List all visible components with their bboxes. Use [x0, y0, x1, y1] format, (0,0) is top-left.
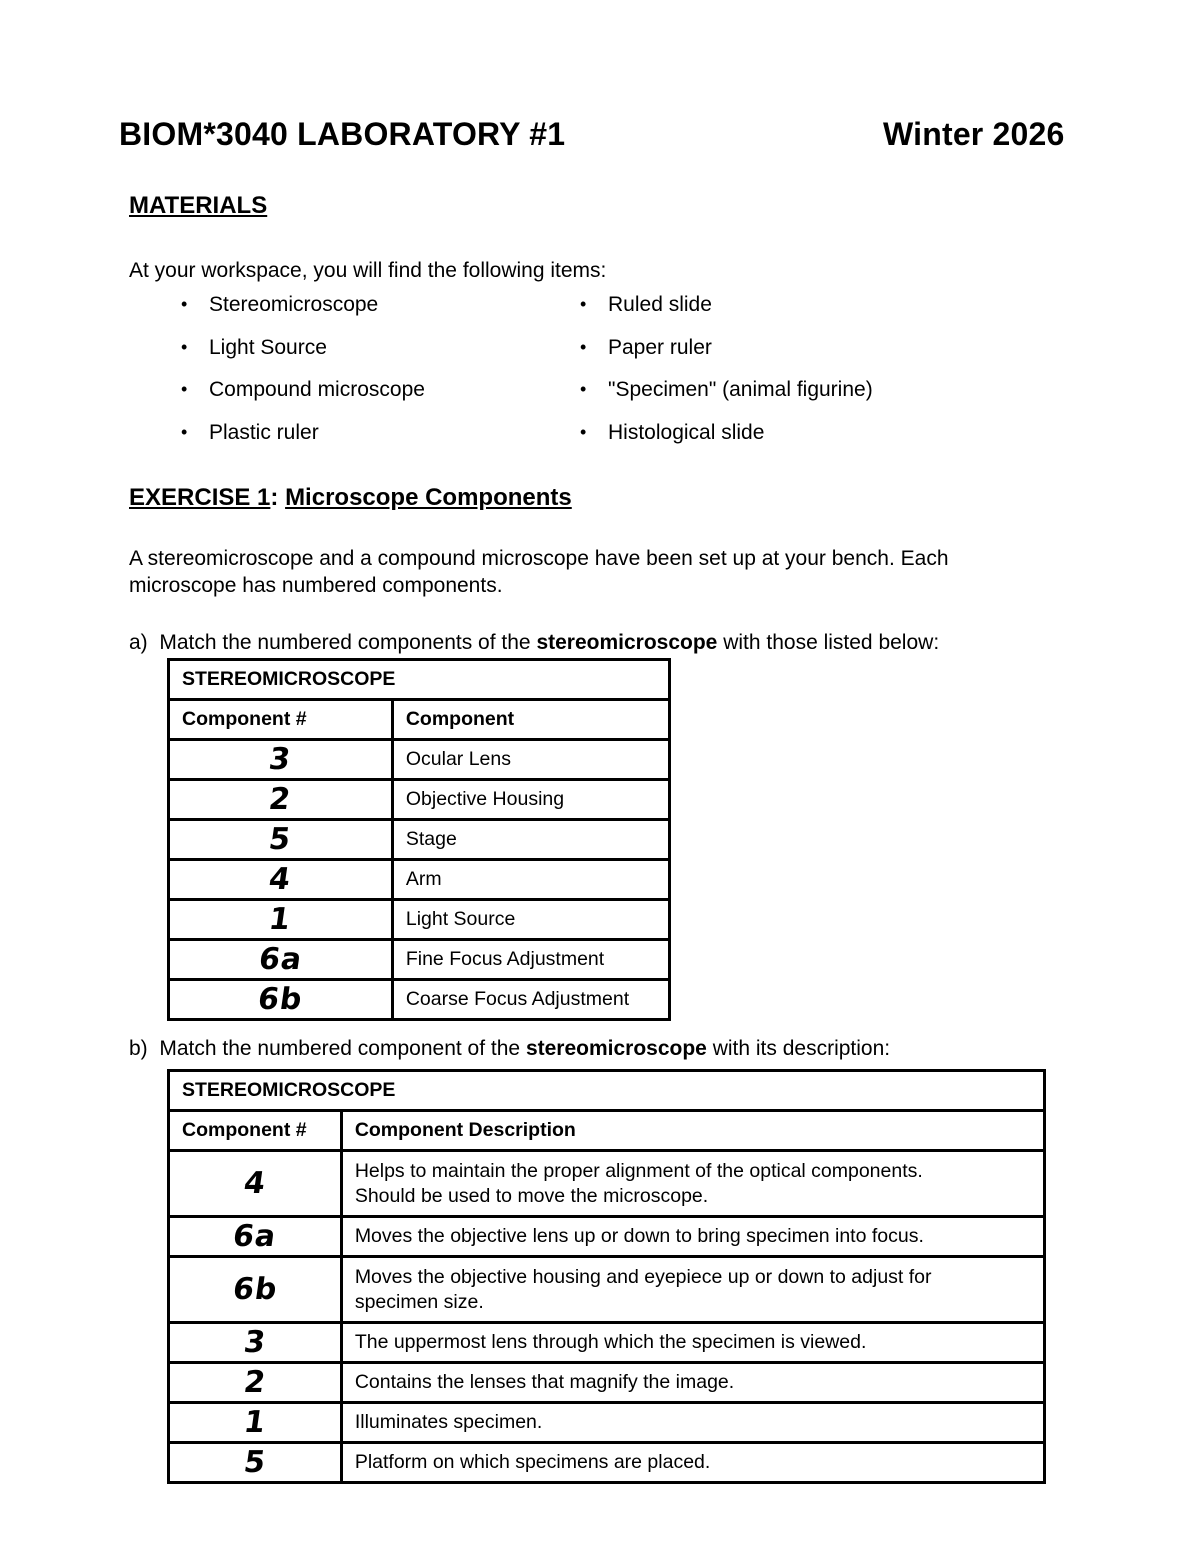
component-number-cell [169, 940, 393, 980]
component-cell: Ocular Lens [392, 740, 669, 780]
list-item: • Compound microscope [181, 376, 425, 419]
table-header-row [169, 700, 670, 740]
part-a-text-after: with those listed below: [723, 631, 940, 654]
part-a-question [129, 631, 939, 655]
description-cell [341, 1151, 1044, 1217]
description-cell [341, 1323, 1044, 1363]
table-header-row [169, 1111, 1045, 1151]
table-row [169, 1363, 1045, 1403]
component-number-cell [169, 980, 393, 1020]
component-number-cell [169, 1443, 342, 1483]
description-cell [341, 1403, 1044, 1443]
list-item: • Histological slide [580, 419, 873, 462]
table-row [169, 1403, 1045, 1443]
description-line: Platform on which specimens are placed. [354, 1451, 711, 1473]
description-line: The uppermost lens through which the specimen is viewed. [354, 1331, 867, 1353]
description-line: Moves the objective lens up or down to bring specimen into focus. [354, 1225, 924, 1247]
materials-list-left [181, 291, 425, 461]
handwritten-number: 1 [241, 1404, 269, 1440]
part-b-text-before: Match the numbered component of the [159, 1037, 521, 1060]
handwritten-number: 6a [256, 941, 305, 977]
table-row [169, 860, 670, 900]
part-b-table [167, 1069, 1046, 1484]
part-a-label: a) [129, 631, 148, 654]
table-row [169, 740, 670, 780]
table-row [169, 1217, 1045, 1257]
column-header: Component # [169, 1111, 342, 1151]
column-header: Component Description [341, 1111, 1044, 1151]
part-a-text-before: Match the numbered components of the [159, 631, 531, 654]
table-title: STEREOMICROSCOPE [169, 660, 670, 700]
handwritten-number: 4 [267, 861, 294, 897]
table-row [169, 1151, 1045, 1217]
part-b-bold-word: stereomicroscope [525, 1037, 707, 1060]
table-row [169, 940, 670, 980]
component-number-cell [169, 1217, 342, 1257]
component-number-cell [169, 780, 393, 820]
list-item: • Ruled slide [580, 291, 873, 334]
description-cell [341, 1217, 1044, 1257]
component-number-cell [169, 1323, 342, 1363]
exercise1-intro-line1: A stereomicroscope and a compound microscope have been set up at your bench. Each [129, 547, 949, 570]
list-item: • Stereomicroscope [181, 291, 425, 334]
handwritten-number: 6b [230, 1271, 280, 1307]
component-number-cell [169, 900, 393, 940]
list-item: • Paper ruler [580, 334, 873, 377]
component-cell: Coarse Focus Adjustment [392, 980, 669, 1020]
handwritten-number: 2 [241, 1364, 269, 1400]
table-row [169, 1257, 1045, 1323]
component-number-cell [169, 1363, 342, 1403]
exercise1-colon: : [270, 484, 279, 511]
component-cell: Stage [392, 820, 669, 860]
description-cell [341, 1257, 1044, 1323]
part-b-text-after: with its description: [712, 1037, 891, 1060]
description-line: Should be used to move the microscope. [354, 1184, 709, 1207]
course-title: BIOM*3040 LABORATORY #1 [119, 116, 566, 152]
table-row [169, 1323, 1045, 1363]
part-b-label: b) [129, 1037, 148, 1060]
description-line: Illuminates specimen. [354, 1411, 543, 1433]
list-item: • Plastic ruler [181, 419, 425, 462]
column-header: Component # [169, 700, 393, 740]
list-item: • "Specimen" (animal figurine) [580, 376, 873, 419]
list-item: • Light Source [181, 334, 425, 377]
description-cell [341, 1363, 1044, 1403]
materials-heading: MATERIALS [129, 192, 268, 219]
exercise1-title: Microscope Components [285, 484, 572, 511]
materials-list-right [580, 291, 873, 461]
column-header: Component [392, 700, 669, 740]
part-b-question [129, 1037, 890, 1061]
description-line: specimen size. [354, 1290, 484, 1313]
table-title-row [169, 1071, 1045, 1111]
component-number-cell [169, 740, 393, 780]
table-row [169, 980, 670, 1020]
part-a-table [167, 658, 671, 1021]
description-line: Contains the lenses that magnify the image. [354, 1371, 735, 1393]
handwritten-number: 6b [255, 981, 306, 1017]
handwritten-number: 6a [230, 1218, 279, 1254]
handwritten-number: 5 [267, 821, 294, 857]
term-label: Winter 2026 [883, 116, 1065, 152]
component-number-cell [169, 1151, 342, 1217]
handwritten-number: 5 [241, 1444, 269, 1480]
table-title: STEREOMICROSCOPE [169, 1071, 1045, 1111]
description-line: Moves the objective housing and eyepiece up or down to adjust for [354, 1265, 932, 1288]
table-row [169, 820, 670, 860]
part-a-bold-word: stereomicroscope [536, 631, 718, 654]
handwritten-number: 2 [267, 781, 294, 817]
component-number-cell [169, 820, 393, 860]
handwritten-number: 4 [241, 1165, 269, 1201]
component-number-cell [169, 1403, 342, 1443]
table-row [169, 900, 670, 940]
component-cell: Arm [392, 860, 669, 900]
component-number-cell [169, 1257, 342, 1323]
table-title-row [169, 660, 670, 700]
exercise1-intro-line2: microscope has numbered components. [129, 574, 503, 597]
exercise1-heading [129, 484, 572, 512]
description-line: Helps to maintain the proper alignment of the optical components. [354, 1159, 923, 1182]
component-cell: Objective Housing [392, 780, 669, 820]
component-cell: Fine Focus Adjustment [392, 940, 669, 980]
component-cell: Light Source [392, 900, 669, 940]
exercise1-number: EXERCISE 1 [129, 484, 271, 511]
handwritten-number: 3 [267, 741, 294, 777]
handwritten-number: 1 [267, 901, 294, 937]
table-row [169, 1443, 1045, 1483]
description-cell [341, 1443, 1044, 1483]
materials-intro: At your workspace, you will find the following items: [129, 259, 607, 282]
handwritten-number: 3 [241, 1324, 269, 1360]
component-number-cell [169, 860, 393, 900]
table-row [169, 780, 670, 820]
